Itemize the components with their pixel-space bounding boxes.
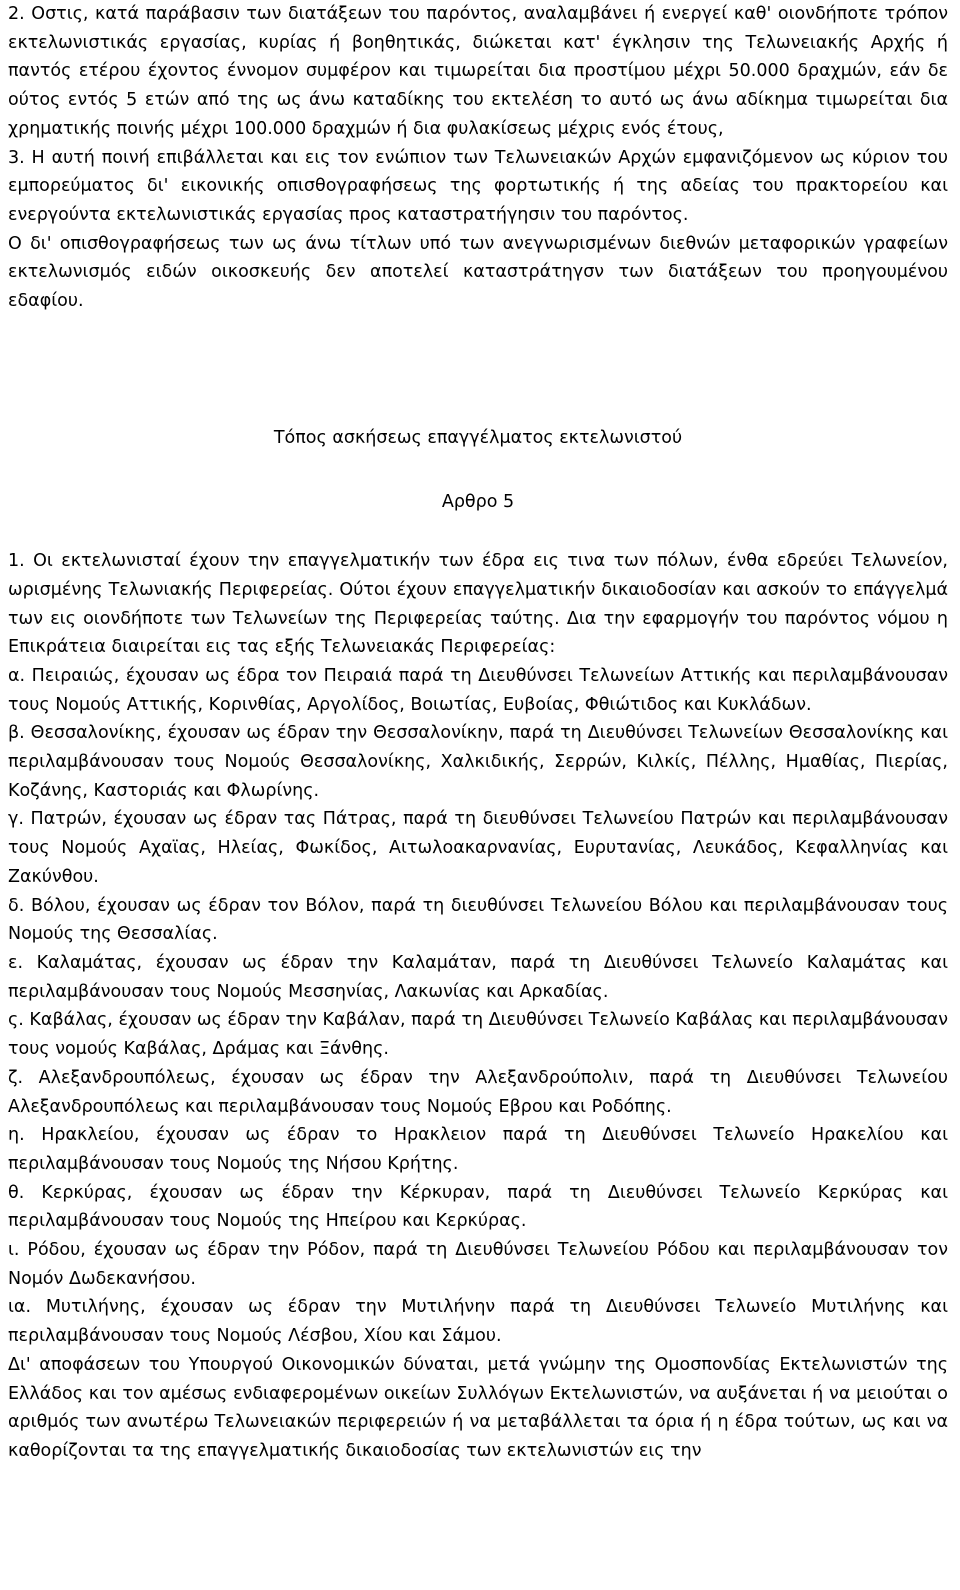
article-item-alpha: α. Πειραιώς, έχουσαν ως έδρα τον Πειραιά παρά τη Διευθύνσει Τελωνείων Αττικής και περιλαμβάνουσαν τους Νομούς Αττικής, Κορινθίας, Αργολίδος, Βοιωτίας, Ευβοίας, Φθιώτιδος και Κυκλάδων.: [8, 665, 948, 715]
paragraph-endorsement-note: Ο δι' οπισθογραφήσεως των ως άνω τίτλων υπό των ανεγνωρισμένων διεθνών μεταφορικών γραφείων εκτελωνισμός ειδών οικοσκευής δεν αποτελεί καταστράτηγσν των διατάξεων του προηγουμένου εδαφίου.: [8, 233, 948, 312]
article-item-zeta: ζ. Αλεξανδρουπόλεως, έχουσαν ως έδραν την Αλεξανδρούπολιν, παρά τη Διευθύνσει Τελωνείου Αλεξανδρουπόλεως και περιλαμβάνουσαν τους Νομούς Εβρου και Ροδόπης.: [8, 1067, 948, 1117]
section-heading: Τόπος ασκήσεως επαγγέλματος εκτελωνιστού: [273, 427, 683, 448]
article-heading: Αρθρο 5: [441, 492, 515, 513]
article-item-eta: η. Ηρακλείου, έχουσαν ως έδραν το Ηρακλειον παρά τη Διευθύνσει Τελωνείο Ηρακελίου και περιλαμβάνουσαν τους Νομούς της Νήσου Κρήτης.: [8, 1125, 948, 1174]
article-item-iota-alpha: ια. Μυτιλήνης, έχουσαν ως έδραν την Μυτιλήνην παρά τη Διευθύνσει Τελωνείο Μυτιλήνης και περιλαμβάνουσαν τους Νομούς Λέσβου, Χίου και Σάμου.: [8, 1297, 948, 1347]
paragraph-penalty-3: 3. Η αυτή ποινή επιβάλλεται και εις τον ενώπιον των Τελωνειακών Αρχών εμφανιζόμενον ως κύριον του εμπορεύματος δι' εικονικής οπισθογραφήσεως της φορτωτικής ή της αδείας του πρακτορείου και ενεργούντα εκτελωνιστικάς εργασίας προς καταστρατήγησιν του παρόντος.: [8, 147, 948, 225]
article-item-gamma: γ. Πατρών, έχουσαν ως έδραν τας Πάτρας, παρά τη διευθύνσει Τελωνείου Πατρών και περιλαμβάνουσαν τους Νομούς Αχαϊας, Ηλείας, Φωκίδος, Αιτωλοακαρνανίας, Ευρυτανίας, Λευκάδος, Κεφαλληνίας και Ζακύνθου.: [8, 809, 948, 887]
paragraph-penalty-2: 2. Οστις, κατά παράβασιν των διατάξεων του παρόντος, αναλαμβάνει ή ενεργεί καθ' οιονδήποτε τρόπον εκτελωνιστικάς εργασίας, κυρίας ή βοηθητικάς, διώκεται κατ' έγκλησιν της Τελωνειακής Αρχής ή παντός ετέρου έχοντος έννομον συμφέρον και τιμωρείται δια προστίμου μέχρι 50.000 δραχμών, εάν δε ούτος εντός 5 ετών από της ως άνω καταδίκης του εκτελέση το αυτό ως άνω αδίκημα τιμωρείται δια χρηματικής ποινής μέχρι 100.000 δραχμών ή δια φυλακίσεως μέχρις ενός έτους,: [8, 4, 948, 139]
article-closing-paragraph: Δι' αποφάσεων του Υπουργού Οικονομικών δύναται, μετά γνώμην της Ομοσπονδίας Εκτελωνιστών της Ελλάδος και τον αμέσως ενδιαφερομένων οικείων Συλλόγων Εκτελωνιστών, να αυξάνεται ή να μειούται ο αριθμός των ανωτέρω Τελωνειακών περιφερειών ή να μεταβάλλεται τα όρια ή η έδρα τούτων, ως και να καθορίζονται τα της επαγγελματικής δικαιοδοσίας των εκτελωνιστών εις την: [8, 1354, 948, 1461]
article-body: [8, 547, 948, 1466]
article-item-iota: ι. Ρόδου, έχουσαν ως έδραν την Ρόδον, παρά τη Διευθύνσει Τελωνείου Ρόδου και περιλαμβάνουσαν τον Νομόν Δωδεκανήσου.: [8, 1240, 948, 1289]
article-item-delta: δ. Βόλου, έχουσαν ως έδραν τον Βόλον, παρά τη διευθύνσει Τελωνείου Βόλου και περιλαμβάνουσαν τους Νομούς της Θεσσαλίας.: [8, 895, 948, 945]
article-item-epsilon: ε. Καλαμάτας, έχουσαν ως έδραν την Καλαμάταν, παρά τη Διευθύνσει Τελωνείο Καλαμάτας και περιλαμβάνουσαν τους Νομούς Μεσσηνίας, Λακωνίας και Αρκαδίας.: [8, 952, 948, 1002]
article-item-beta: β. Θεσσαλονίκης, έχουσαν ως έδραν την Θεσσαλονίκην, παρά τη Διευθύνσει Τελωνείων Θεσσαλονίκης και περιλαμβάνουσαν τους Νομούς Θεσσαλονίκης, Χαλκιδικής, Σερρών, Κιλκίς, Πέλλης, Ημαθίας, Πιερίας, Κοζάνης, Καστοριάς και Φλωρίνης.: [8, 723, 948, 801]
article-paragraph-1: 1. Οι εκτελωνισταί έχουν την επαγγελματικήν των έδρα εις τινα των πόλων, ένθα εδρεύει Τελωνείον, ωρισμένης Τελωνιακής Περιφερείας. Ούτοι έχουν επαγγελματικήν δικαιοδοσίαν και ασκούν το επάγγελμά των εις οιονδήποτε των Τελωνείων της Περιφερείας ταύτης. Δια την εφαρμογήν του παρόντος νόμου η Επικράτεια διαιρείται εις τας εξής Τελωνειακάς Περιφερείας:: [8, 551, 948, 658]
article-item-theta: θ. Κερκύρας, έχουσαν ως έδραν την Κέρκυραν, παρά τη Διευθύνσει Τελωνείο Κερκύρας και περιλαμβάνουσαν τους Νομούς της Ηπείρου και Κερκύρας.: [8, 1182, 948, 1232]
article-item-stigma: ς. Καβάλας, έχουσαν ως έδραν την Καβάλαν, παρά τη Διευθύνσει Τελωνείο Καβάλας και περιλαμβάνουσαν τους νομούς Καβάλας, Δράμας και Ξάνθης.: [8, 1010, 948, 1060]
intro-section: [8, 0, 948, 316]
